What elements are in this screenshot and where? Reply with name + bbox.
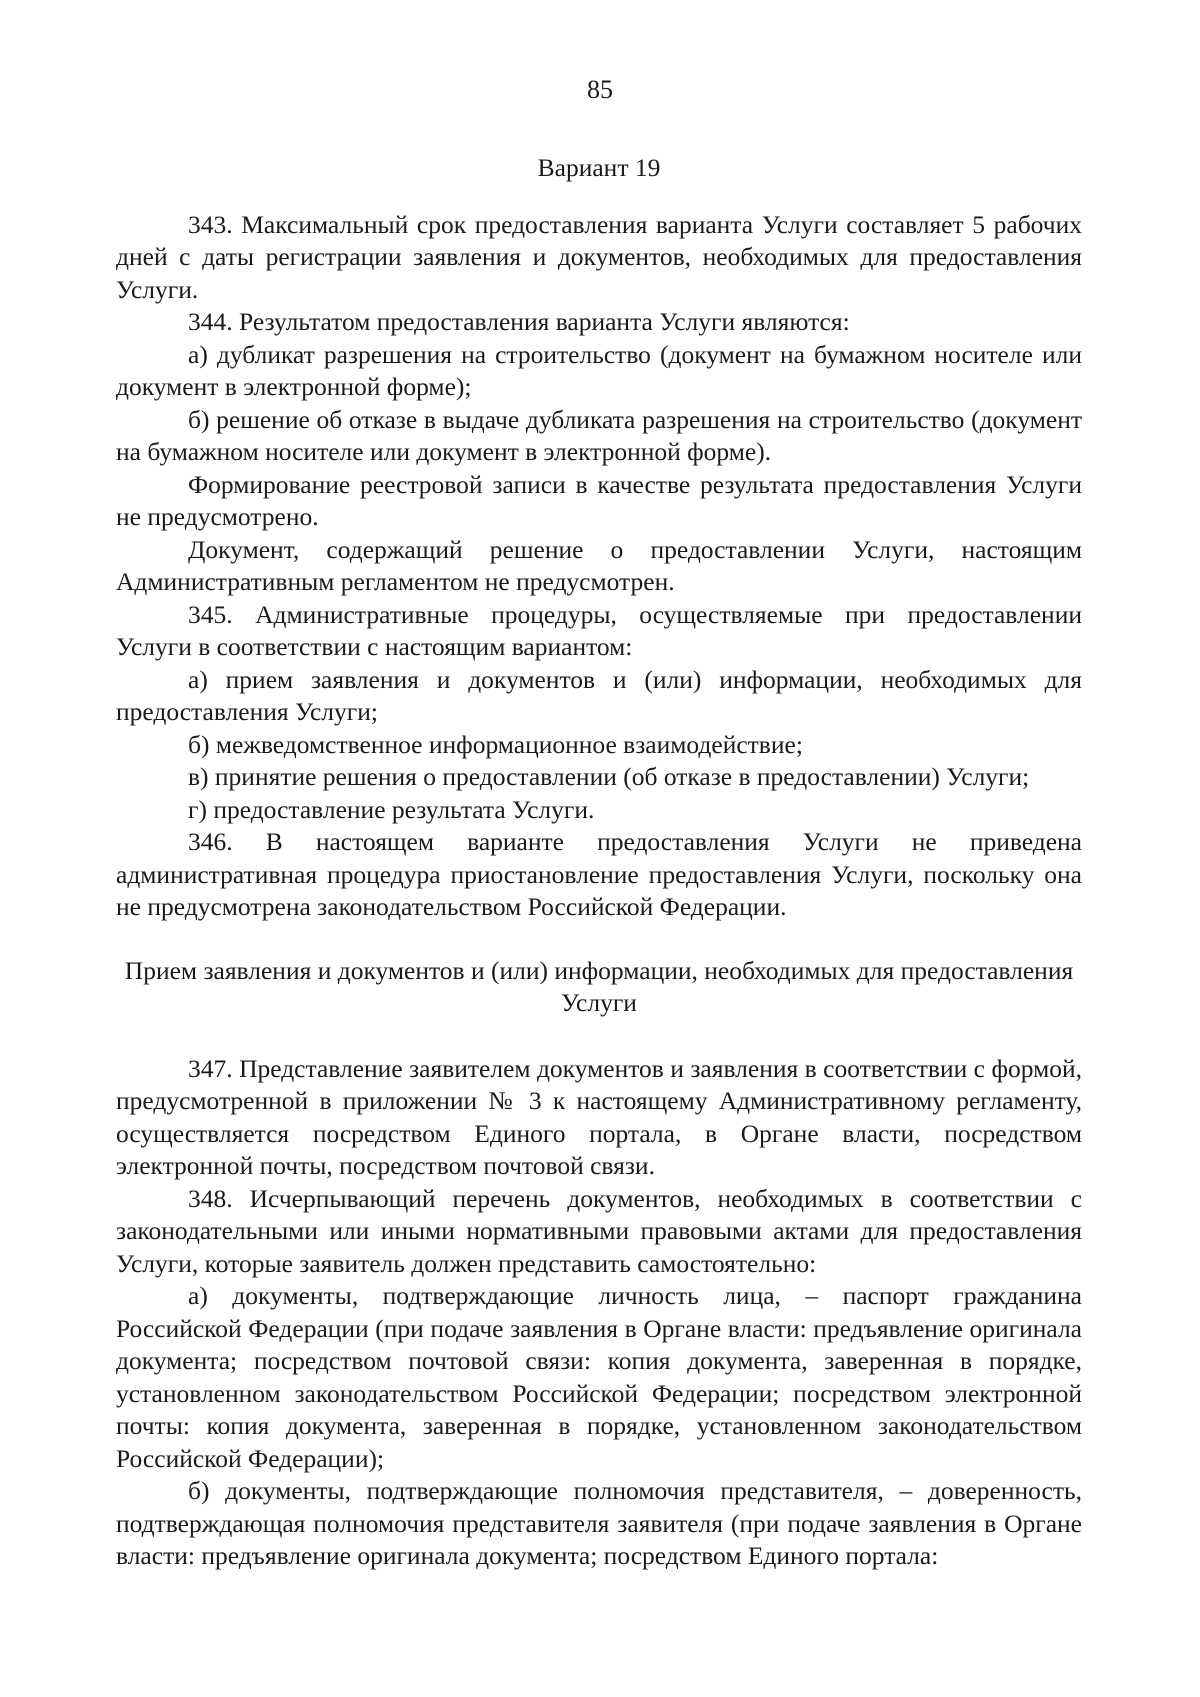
paragraph-347: 347. Представление заявителем документов и заявления в соответствии с формой, предусмотренной в приложении № 3 к настоящему Административному регламенту, осуществляется посредством Единого портала, в Органе власти, посредством электронной почты, посредством почтовой связи. — [116, 1053, 1082, 1180]
paragraph-registry-record: Формирование реестровой записи в качестве результата предоставления Услуги не предусмотрено. — [116, 469, 1082, 531]
document-body — [116, 152, 1082, 1573]
paragraph-344-b: б) решение об отказе в выдаче дубликата разрешения на строительство (документ на бумажном носителе или документ в электронной форме). — [116, 404, 1082, 466]
paragraph-345-a: а) прием заявления и документов и (или) информации, необходимых для предоставления Услуги; — [116, 664, 1082, 726]
paragraph-348-b: б) документы, подтверждающие полномочия представителя, – доверенность, подтверждающая полномочия представителя заявителя (при подаче заявления в Органе власти: предъявление оригинала документа; посредством Единого портала: — [116, 1476, 1082, 1570]
paragraph-344: 344. Результатом предоставления варианта Услуги являются: — [188, 307, 850, 336]
paragraph-345-v: в) принятие решения о предоставлении (об отказе в предоставлении) Услуги; — [188, 762, 1030, 791]
paragraph-345-g: г) предоставление результата Услуги. — [188, 794, 595, 824]
page-number: 85 — [587, 75, 613, 104]
paragraph-345-b: б) межведомственное информационное взаимодействие; — [188, 729, 803, 759]
paragraph-343: 343. Максимальный срок предоставления варианта Услуги составляет 5 рабочих дней с даты регистрации заявления и документов, необходимых для предоставления Услуги. — [116, 209, 1082, 304]
variant-heading: Вариант 19 — [537, 153, 661, 182]
paragraph-344-a: а) дубликат разрешения на строительство (документ на бумажном носителе или документ в электронной форме); — [116, 339, 1082, 401]
paragraph-345: 345. Административные процедуры, осуществляемые при предоставлении Услуги в соответствии с настоящим вариантом: — [116, 599, 1082, 661]
paragraph-348: 348. Исчерпывающий перечень документов, необходимых в соответствии с законодательными или иными нормативными правовыми актами для предоставления Услуги, которые заявитель должен представить самостоятельно: — [116, 1183, 1082, 1278]
section-heading: Прием заявления и документов и (или) информации, необходимых для предоставления Услуги — [124, 955, 1074, 1017]
paragraph-348-a: а) документы, подтверждающие личность лица, – паспорт гражданина Российской Федерации (при подаче заявления в Органе власти: предъявление оригинала документа; посредством почтовой связи: копия документа, заверенная в порядке, установленном законодательством Российской Федерации; посредством электронной почты: копия документа, заверенная в порядке, установленном законодательством Российской Федерации); — [116, 1281, 1082, 1473]
paragraph-decision-document: Документ, содержащий решение о предоставлении Услуги, настоящим Административным регламентом не предусмотрен. — [116, 534, 1082, 596]
paragraph-346: 346. В настоящем варианте предоставления Услуги не приведена административная процедура приостановление предоставления Услуги, поскольку она не предусмотрена законодательством Российской Федерации. — [116, 827, 1082, 921]
